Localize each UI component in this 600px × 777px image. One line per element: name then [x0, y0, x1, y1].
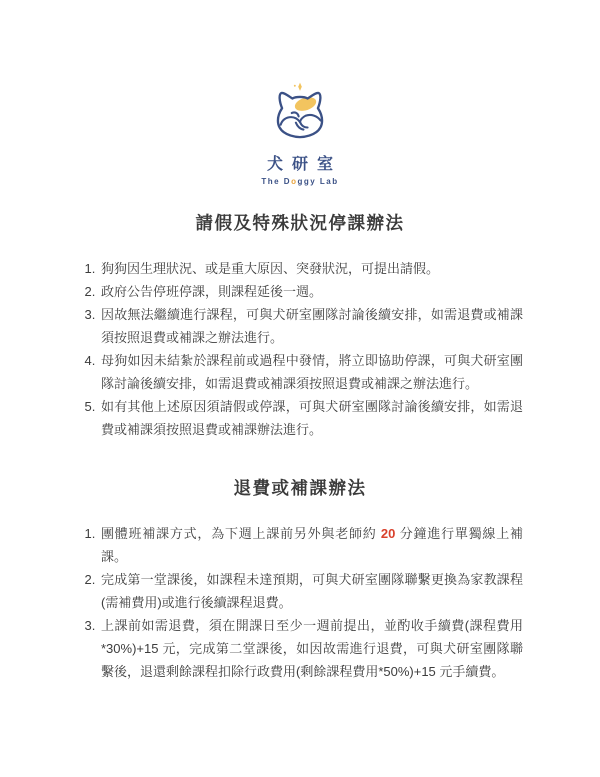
list-item — [99, 568, 523, 614]
leave-policy-list — [77, 257, 523, 441]
section-refund-policy — [0, 475, 600, 683]
list-item — [99, 614, 523, 683]
doggy-lab-logo-icon — [260, 80, 340, 146]
sparkle-icon — [298, 83, 302, 91]
sparkle-dot-icon — [294, 85, 296, 87]
highlighted-number: 20 — [380, 526, 396, 541]
list-item — [99, 303, 523, 349]
brand-name-en — [0, 177, 600, 186]
list-item-text: 母狗如因未結紮於課程前或過程中發情，將立即協助停課，可與犬研室團隊討論後續安排，如需退費或補課須按照退費或補課之辦法進行。 — [101, 353, 523, 391]
list-item — [99, 280, 523, 303]
brand-en-part2: ggy Lab — [297, 177, 339, 186]
list-item-text: 上課前如需退費，須在開課日至少一週前提出，並酌收手續費(課程費用*30%)+15 元，完成第二堂課後，如因故需進行退費，可與犬研室團隊聯繫後，退還剩餘課程扣除行政費用(剩餘課程費用*50%)+15 元手續費。 — [101, 618, 523, 679]
list-item — [99, 395, 523, 441]
brand-en-paw-o: o — [291, 177, 298, 186]
logo-block — [0, 0, 600, 186]
list-item-text: 分鐘進行單獨線上補課。 — [101, 526, 523, 564]
list-item — [99, 257, 523, 280]
list-item — [99, 349, 523, 395]
refund-policy-list — [77, 522, 523, 683]
list-item-text: 完成第一堂課後，如課程未達預期，可與犬研室團隊聯繫更換為家教課程(需補費用)或進行後續課程退費。 — [101, 572, 523, 610]
brand-name-zh: 犬研室 — [266, 156, 342, 173]
section-title-refund-policy: 退費或補課辦法 — [233, 478, 367, 498]
list-item-text: 因故無法繼續進行課程，可與犬研室團隊討論後續安排，如需退費或補課須按照退費或補課之辦法進行。 — [101, 307, 523, 345]
brand-en-part1: The D — [261, 177, 292, 186]
section-leave-policy — [0, 210, 600, 441]
list-item — [99, 522, 523, 568]
list-item-text: 團體班補課方式，為下週上課前另外與老師約 — [101, 526, 381, 541]
handshake-icon — [281, 112, 321, 129]
list-item-text: 政府公告停班停課，則課程延後一週。 — [101, 284, 323, 299]
list-item-text: 如有其他上述原因須請假或停課，可與犬研室團隊討論後續安排，如需退費或補課須按照退費或補課辦法進行。 — [101, 399, 523, 437]
section-title-leave-policy: 請假及特殊狀況停課辦法 — [195, 213, 405, 233]
list-item-text: 狗狗因生理狀況、或是重大原因、突發狀況，可提出請假。 — [101, 261, 440, 276]
